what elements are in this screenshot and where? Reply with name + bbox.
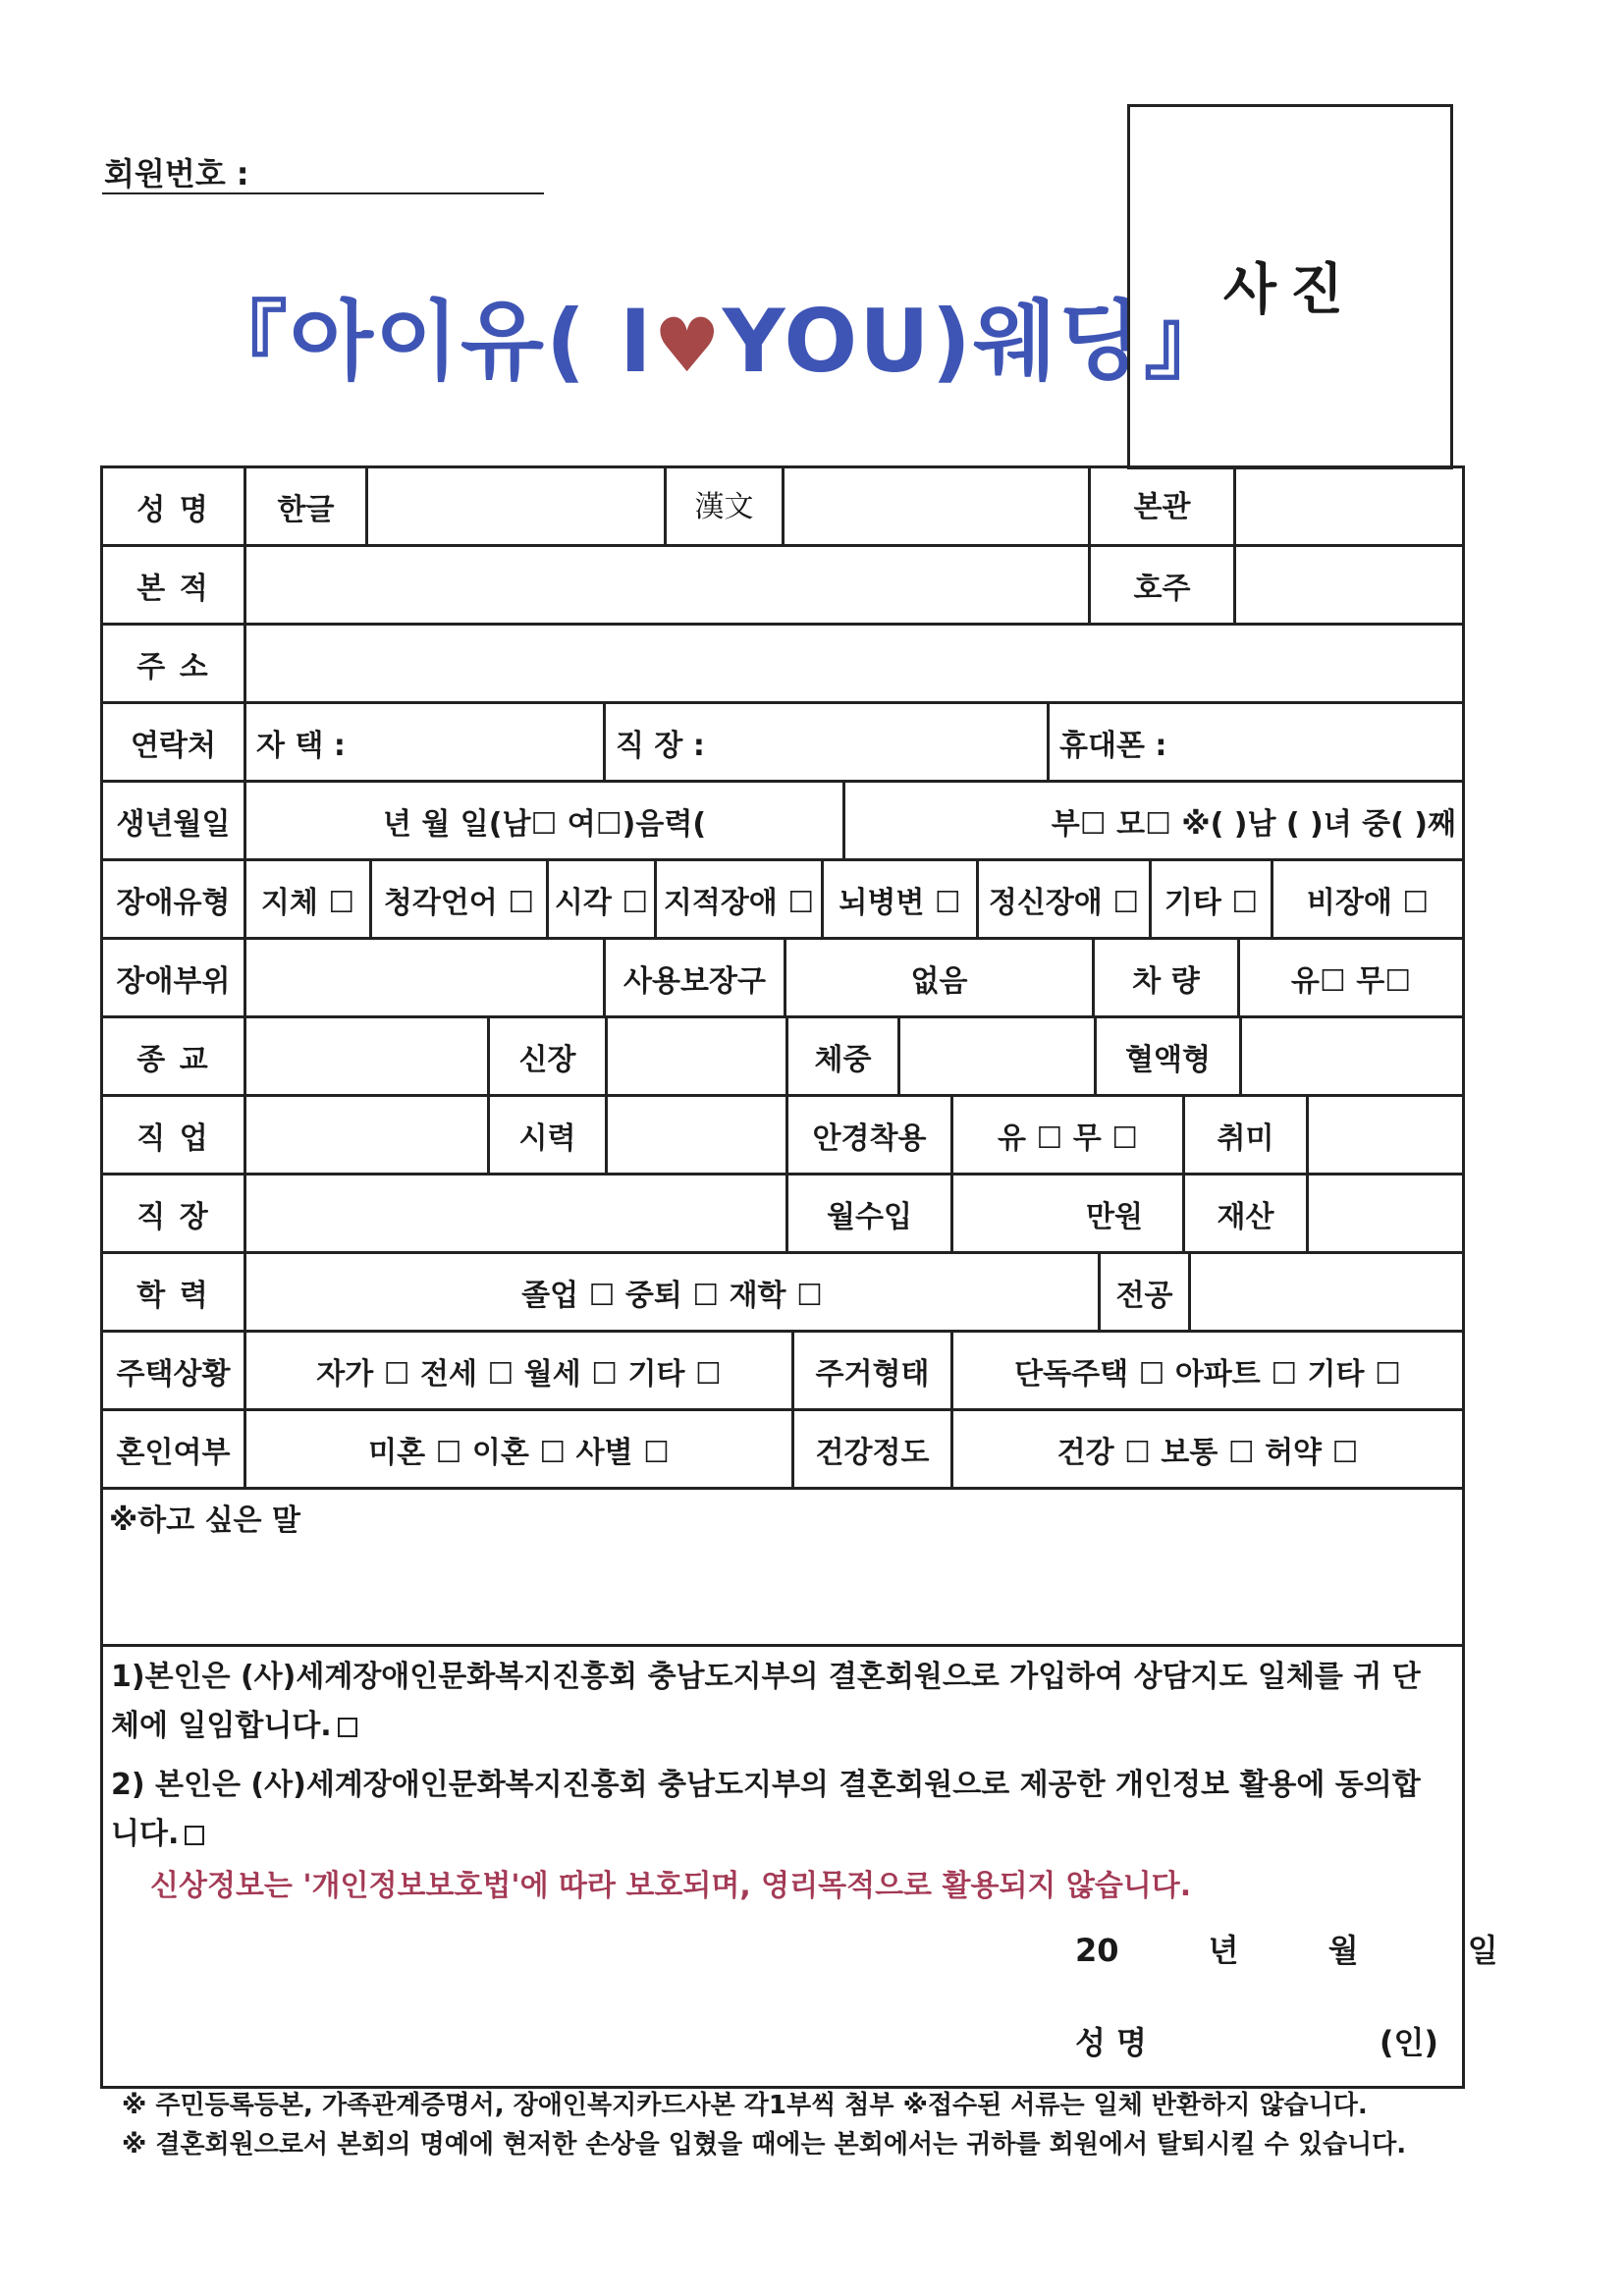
label-health: 건강정도 <box>794 1411 953 1487</box>
input-assets[interactable] <box>1309 1175 1462 1251</box>
input-major[interactable] <box>1191 1254 1462 1330</box>
input-bonjeok[interactable] <box>246 547 1091 623</box>
label-disability-part: 장애부위 <box>103 940 246 1015</box>
label-vision: 시력 <box>490 1097 608 1173</box>
row-workplace <box>100 1175 1465 1254</box>
input-hoju[interactable] <box>1236 547 1462 623</box>
note-1: ※ 주민등록등본, 가족관계증명서, 장애인복지카드사본 각1부씩 첨부 ※접수된 서류는 일체 반환하지 않습니다. <box>122 2091 1368 2120</box>
member-number-field[interactable] <box>102 192 544 194</box>
label-income: 월수입 <box>788 1175 953 1251</box>
photo-box[interactable] <box>1127 104 1453 469</box>
checkbox-housing[interactable]: 자가 ☐ 전세 ☐ 월세 ☐ 기타 ☐ <box>246 1333 794 1408</box>
input-phone-home[interactable]: 자 택 : <box>246 704 606 780</box>
checkbox-brain-lesion[interactable]: 뇌병변 ☐ <box>824 861 979 937</box>
checkbox-education[interactable]: 졸업 ☐ 중퇴 ☐ 재학 ☐ <box>246 1254 1101 1330</box>
message-label: ※하고 싶은 말 <box>109 1503 300 1538</box>
label-weight: 체중 <box>788 1018 900 1094</box>
checkbox-physical[interactable]: 지체 ☐ <box>246 861 372 937</box>
label-bonjeok: 본 적 <box>103 547 246 623</box>
row-birth <box>100 783 1465 861</box>
checkbox-mental[interactable]: 정신장애 ☐ <box>979 861 1152 937</box>
consent-2-checkbox[interactable] <box>185 1826 204 1845</box>
label-bongwan: 본관 <box>1091 468 1236 544</box>
footer-notes <box>122 2086 1406 2164</box>
label-hobby: 취미 <box>1185 1097 1309 1173</box>
checkbox-non-disabled[interactable]: 비장애 ☐ <box>1306 885 1430 920</box>
signature-label: 성 명 <box>1075 2024 1147 2061</box>
input-bongwan[interactable] <box>1236 468 1462 544</box>
consent-section <box>100 1647 1498 2089</box>
label-housing: 주택상황 <box>103 1333 246 1408</box>
label-assistive-device: 사용보장구 <box>606 940 786 1015</box>
form-title <box>201 273 1232 397</box>
label-hangul: 한글 <box>246 468 368 544</box>
photo-label: 사진 <box>1222 258 1358 322</box>
form-table <box>100 465 1498 2089</box>
label-job: 직 업 <box>103 1097 246 1173</box>
title-text-rest: YOU)웨딩』 <box>722 291 1232 392</box>
label-address: 주 소 <box>103 626 246 701</box>
input-hobby[interactable] <box>1309 1097 1462 1173</box>
input-height[interactable] <box>608 1018 788 1094</box>
input-job[interactable] <box>246 1097 490 1173</box>
checkbox-hearing-speech[interactable]: 청각언어 ☐ <box>372 861 549 937</box>
row-disability-type <box>100 861 1465 940</box>
input-disability-part[interactable] <box>246 940 606 1015</box>
consent-1-checkbox[interactable] <box>338 1718 357 1737</box>
input-workplace[interactable] <box>246 1175 788 1251</box>
checkbox-car[interactable]: 유☐ 무☐ <box>1290 963 1412 999</box>
row-contact <box>100 704 1465 783</box>
row-religion <box>100 1018 1465 1097</box>
row-education <box>100 1254 1465 1333</box>
label-disability-type: 장애유형 <box>103 861 246 937</box>
date-year-label: 년 <box>1208 1932 1239 1969</box>
input-name-hangul[interactable] <box>368 468 667 544</box>
checkbox-health[interactable]: 건강 ☐ 보통 ☐ 허약 ☐ <box>1056 1435 1359 1470</box>
label-religion: 종 교 <box>103 1018 246 1094</box>
consent-item-1 <box>111 1653 1446 1751</box>
label-glasses: 안경착용 <box>788 1097 953 1173</box>
label-major: 전공 <box>1101 1254 1191 1330</box>
input-income[interactable]: 만원 <box>953 1175 1185 1251</box>
row-disability-part <box>100 940 1465 1018</box>
checkbox-glasses[interactable]: 유 ☐ 무 ☐ <box>953 1097 1185 1173</box>
input-weight[interactable] <box>900 1018 1097 1094</box>
consent-item-2 <box>111 1761 1446 1859</box>
signature-line[interactable] <box>1075 2018 1438 2063</box>
consent-item-1-text: 1)본인은 (사)세계장애인문화복지진흥회 충남도지부의 결혼회원으로 가입하여 상담지도 일체를 귀 단체에 일임합니다. <box>111 1660 1421 1743</box>
label-birth: 생년월일 <box>103 783 246 858</box>
note-2: ※ 결혼회원으로서 본회의 명예에 현저한 손상을 입혔을 때에는 본회에서는 귀하를 회원에서 탈퇴시킬 수 있습니다. <box>122 2130 1407 2159</box>
input-religion[interactable] <box>246 1018 490 1094</box>
label-residence-type: 주거형태 <box>794 1333 953 1408</box>
checkbox-intellectual[interactable]: 지적장애 ☐ <box>657 861 824 937</box>
label-name: 성 명 <box>103 468 246 544</box>
consent-item-2-text: 2) 본인은 (사)세계장애인문화복지진흥회 충남도지부의 결혼회원으로 제공한 개인정보 활용에 동의합니다. <box>111 1768 1421 1851</box>
label-height: 신장 <box>490 1018 608 1094</box>
label-hanja: 漢文 <box>667 468 785 544</box>
row-housing <box>100 1333 1465 1411</box>
checkbox-other[interactable]: 기타 ☐ <box>1152 861 1273 937</box>
label-blood-type: 혈액형 <box>1097 1018 1242 1094</box>
row-marital <box>100 1411 1465 1490</box>
label-assets: 재산 <box>1185 1175 1309 1251</box>
heart-icon: ♥ <box>653 301 723 389</box>
checkbox-residence-type[interactable]: 단독주택 ☐ 아파트 ☐ 기타 ☐ <box>1014 1356 1401 1392</box>
message-box[interactable] <box>100 1490 1465 1647</box>
checkbox-marital[interactable]: 미혼 ☐ 이혼 ☐ 사별 ☐ <box>246 1411 794 1487</box>
label-car: 차 량 <box>1095 940 1240 1015</box>
label-contact: 연락처 <box>103 704 246 780</box>
date-year: 20 <box>1075 1932 1119 1969</box>
input-vision[interactable] <box>608 1097 788 1173</box>
input-blood-type[interactable] <box>1242 1018 1462 1094</box>
seal-mark: (인) <box>1379 2024 1438 2061</box>
label-education: 학 력 <box>103 1254 246 1330</box>
date-month-label: 월 <box>1327 1932 1359 1969</box>
input-birthdate[interactable]: 년 월 일(남☐ 여☐)음력( <box>246 783 845 858</box>
input-phone-mobile[interactable]: 휴대폰 : <box>1059 728 1167 763</box>
privacy-notice: 신상정보는 '개인정보보호법'에 따라 보호되며, 영리목적으로 활용되지 않습니다. <box>150 1869 1192 1903</box>
date-line[interactable] <box>1075 1926 1498 1971</box>
date-day-label: 일 <box>1467 1932 1498 1969</box>
label-workplace: 직 장 <box>103 1175 246 1251</box>
row-address <box>100 626 1465 704</box>
label-marital: 혼인여부 <box>103 1411 246 1487</box>
row-name <box>100 468 1465 547</box>
input-name-hanja[interactable] <box>785 468 1091 544</box>
row-bonjeok <box>100 547 1465 626</box>
label-hoju: 호주 <box>1091 547 1236 623</box>
input-family-order[interactable]: 부☐ 모☐ ※( )남 ( )녀 중( )째 <box>1051 806 1456 842</box>
input-address[interactable] <box>246 626 1462 701</box>
input-phone-work[interactable]: 직 장 : <box>606 704 1050 780</box>
member-number-label: 회원번호 : <box>104 155 249 192</box>
input-assistive-device[interactable]: 없음 <box>786 940 1095 1015</box>
title-text: 『아이유( I <box>201 291 654 392</box>
checkbox-visual[interactable]: 시각 ☐ <box>549 861 657 937</box>
row-job <box>100 1097 1465 1175</box>
